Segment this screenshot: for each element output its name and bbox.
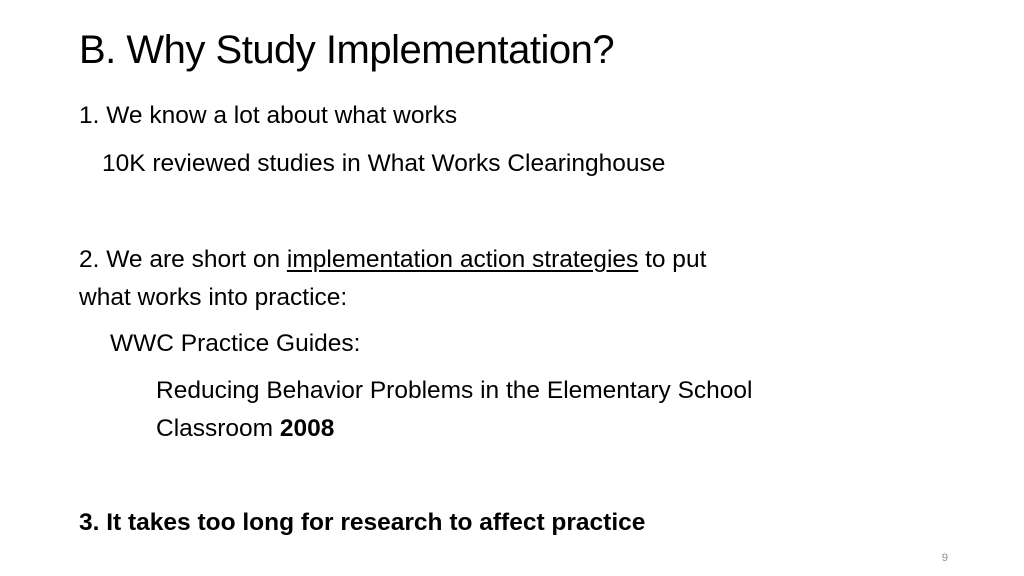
slide-title: B. Why Study Implementation? <box>79 28 615 72</box>
point-1-detail: 10K reviewed studies in What Works Clearinghouse <box>102 150 666 177</box>
guide-year: 2008 <box>279 415 335 442</box>
guide-title-line-1: Reducing Behavior Problems in the Elementary School <box>156 377 753 404</box>
guide-title-line-2 <box>156 412 334 446</box>
point-2-trail: to put <box>638 246 707 273</box>
point-1-heading: 1. We know a lot about what works <box>79 102 458 129</box>
point-2-emphasis: implementation action strategies <box>286 246 639 273</box>
point-2-continuation: what works into practice: <box>79 284 348 311</box>
point-2-lead: 2. We are short on <box>79 246 287 273</box>
page-number: 9 <box>941 552 948 564</box>
point-2-line-1 <box>79 243 706 277</box>
point-2-subheading: WWC Practice Guides: <box>110 330 361 357</box>
guide-title-text: Classroom <box>156 415 280 442</box>
point-3-heading: 3. It takes too long for research to affect practice <box>79 509 646 536</box>
